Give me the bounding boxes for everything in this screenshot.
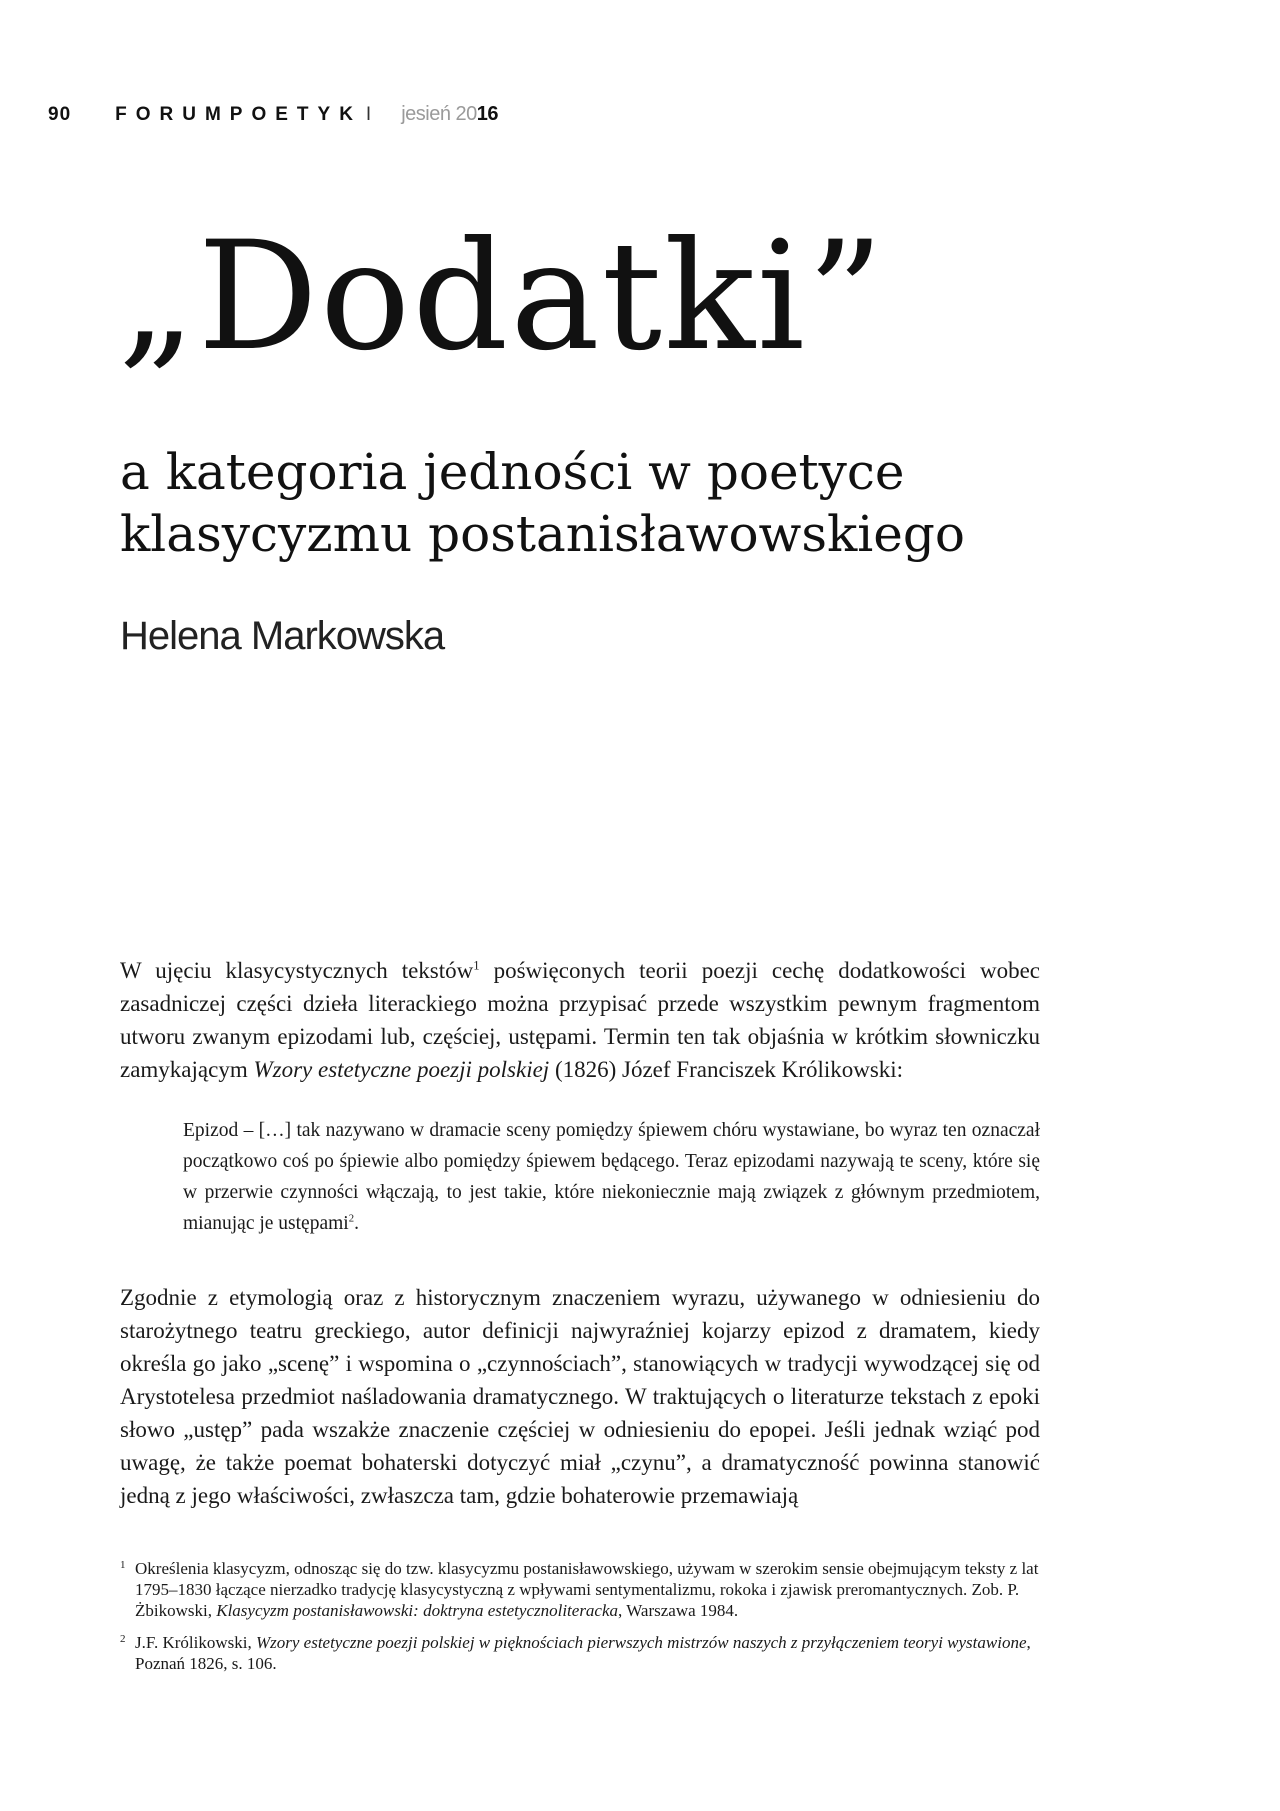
issue-year-end: 16 [476,103,499,125]
footnote-text-part: Określenia klasycyzm, odnosząc się do tzw. klasycyzmu postanisławowskiego, używam w szerokim sensie obejmującym teksty z lat 1795–1830 łączące nierzadko tradycję klasycystyczną z wpływami sentymentalizmu, rokoka i zjawisk preromantycznych. Zob. P. Żbikowski, [135,1559,1039,1620]
article-subtitle: a kategoria jedności w poetyce klasycyzmu postanisławowskiego [120,443,965,563]
footnote-text [135,1632,1040,1674]
footnote-ref-1[interactable]: 1 [473,958,480,973]
article-author: Helena Markowska [120,614,445,658]
paragraph-text: poświęconych teorii poezji cechę dodatkowości wobec zasadniczej części dzieła literackiego można przypisać przede wszystkim pewnym fragmentom utworu zwanym epizodami lub, częściej, ustępami. Termin ten tak objaśnia w krótkim słowniczku zamykającym [120,958,1041,1082]
quote-text: Epizod – […] tak nazywano w dramacie sceny pomiędzy śpiewem chóru wystawiane, bo wyraz ten oznaczał początkowo coś po śpiewie albo pomiędzy śpiewem będącego. Teraz epizodami nazywają te sceny, które się w przerwie czynności włączają, to jest takie, które niekoniecznie mają związek z głównym przedmiotem, mianując je ustępami [183,1120,1040,1234]
body-paragraph-1 [120,954,1040,1086]
footnote-text-part: , Poznań 1826, s. 106. [135,1633,1031,1673]
footnotes [120,1558,1040,1685]
footnote-text-part: , Warszawa 1984. [618,1601,739,1620]
footnote-2 [120,1632,1040,1674]
cited-title: Wzory estetyczne poezji polskiej w pięknościach pierwszych mistrzów naszych z przyłączeniem teoryi wystawione [255,1633,1027,1652]
footnote-text-part: J.F. Królikowski, [135,1633,256,1652]
quote-text: . [354,1213,359,1234]
running-header [48,103,498,126]
book-title: Wzory estetyczne poezji polskiej [253,1057,550,1082]
footnote-number: 2 [120,1633,126,1645]
footnote-text [135,1558,1040,1621]
paragraph-text: (1826) Józef Franciszek Królikowski: [549,1057,904,1082]
journal-name [115,104,371,126]
footnote-ref-2[interactable]: 2 [348,1212,355,1225]
page-number: 90 [48,104,72,125]
block-quote [183,1115,1040,1239]
footnote-1 [120,1558,1040,1621]
issue-label [401,103,498,126]
cited-title: Klasycyzm postanisławowski: doktryna estetycznoliteracka [216,1601,619,1620]
paragraph-text: W ujęciu klasycystycznych tekstów [120,958,474,983]
journal-name-tail: I [365,104,372,125]
article-title: „Dodatki” [118,210,886,384]
journal-name-main: FORUMPOETYK [115,104,362,125]
issue-prefix: jesień 20 [401,103,477,125]
body-paragraph-2: Zgodnie z etymologią oraz z historycznym znaczeniem wyrazu, używanego w odniesieniu do starożytnego teatru greckiego, autor definicji najwyraźniej kojarzy epizod z dramatem, kiedy określa go jako „scenę” i wspomina o „czynnościach”, stanowiących w tradycji wywodzącej się od Arystotelesa przedmiot naśladowania dramatycznego. W traktujących o literaturze tekstach z epoki słowo „ustęp” pada wszakże znaczenie częściej w odniesieniu do epopei. Jeśli jednak wziąć pod uwagę, że także poemat bohaterski dotyczyć miał „czynu”, a dramatyczność powinna stanowić jedną z jego właściwości, zwłaszcza tam, gdzie bohaterowie przemawiają [120,1285,1040,1508]
footnote-number: 1 [120,1559,126,1571]
